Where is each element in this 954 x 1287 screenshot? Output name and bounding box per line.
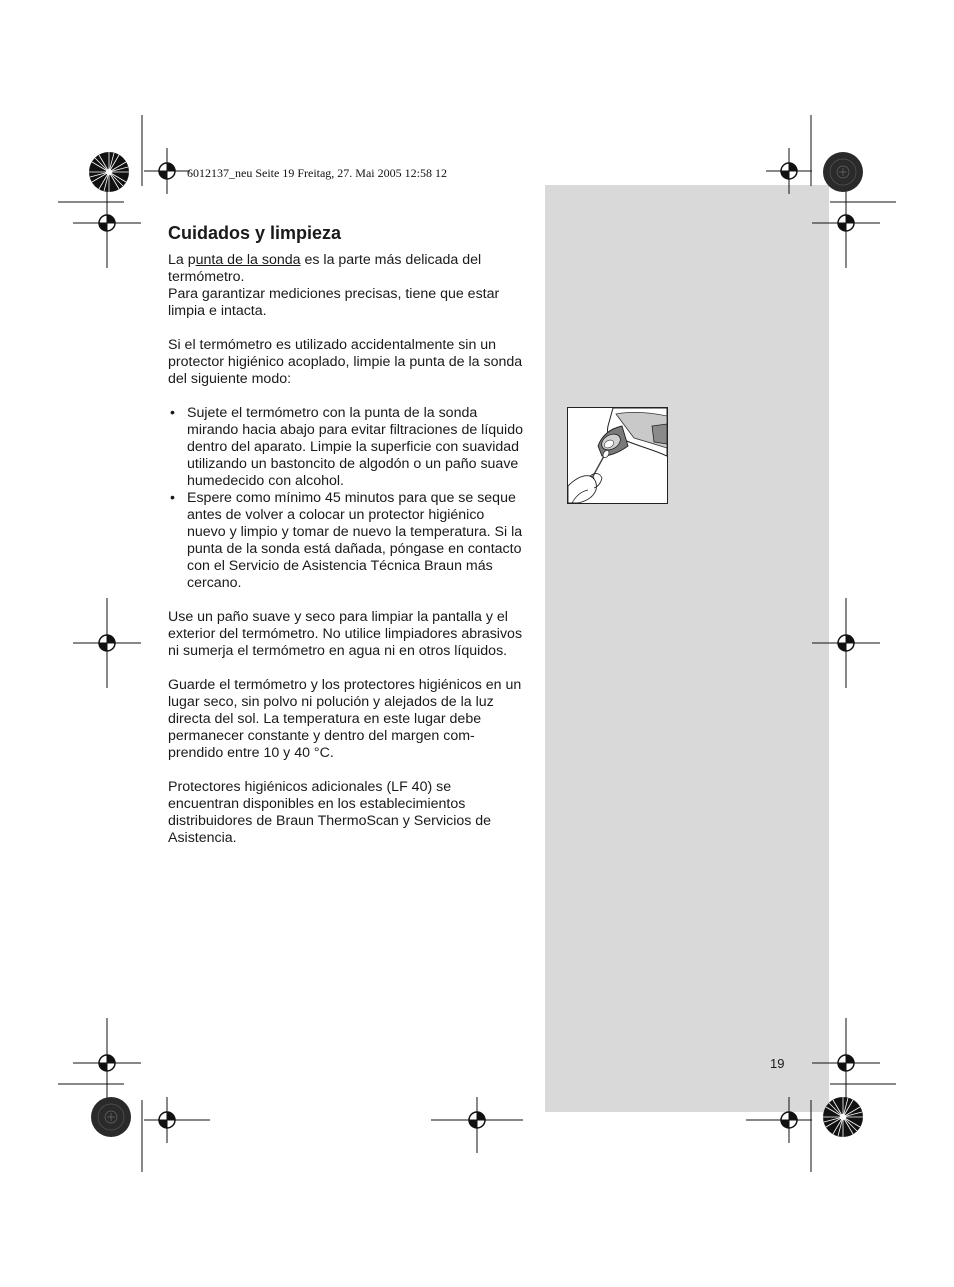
crosshair-registration-icon — [746, 1097, 812, 1143]
accident-paragraph: Si el termómetro es utilizado accidentalmente sin un protector higiénico acoplado, limpie la punta de la sonda del siguiente modo: — [168, 337, 523, 387]
color-wheel-icon — [88, 151, 130, 193]
dark-circle-mark-icon — [822, 151, 864, 193]
intro-line2: Para garantizar mediciones precisas, tiene que estar limpia e intacta. — [168, 286, 500, 319]
dark-circle-mark-icon — [90, 1096, 132, 1138]
intro-suffix: es la parte más delicada del termómetro. — [168, 252, 482, 285]
crosshair-registration-icon — [73, 1018, 141, 1108]
probe-tip-term: unta de la sonda — [195, 252, 301, 268]
color-wheel-icon — [822, 1096, 864, 1138]
screen-cleaning-paragraph: Use un paño suave y seco para limpiar la pantalla y el exterior del termómetro. No utilice limpiadores abrasivos ni sumerja el termómetro en agua ni en otros líquidos. — [168, 609, 523, 659]
crosshair-registration-icon — [812, 598, 880, 688]
list-item: • Espere como mínimo 45 minutos para que se seque antes de volver a colocar un protector higiénico nuevo y limpio y tomar de nuevo la temperatura. Si la punta de la sonda está dañada, póngase en contacto con el Servicio de Asistencia Técnica Braun más cercano. — [168, 490, 524, 592]
crosshair-registration-icon — [766, 148, 812, 194]
crosshair-registration-icon — [144, 148, 190, 194]
crosshair-registration-icon — [812, 1018, 880, 1108]
crosshair-registration-icon — [144, 1097, 210, 1143]
page-title: Cuidados y limpieza — [168, 223, 342, 243]
list-item: • Sujete el termómetro con la punta de la sonda mirando hacia abajo para evitar filtraciones de líquido dentro del aparato. Limpie la superficie con suavidad utilizando un bastoncito de algodón o un paño suave humedecido con alcohol. — [168, 405, 524, 490]
crosshair-registration-icon — [431, 1097, 523, 1153]
accessories-paragraph: Protectores higiénicos adicionales (LF 40) se encuentran disponibles en los establecimientos distribuidores de Braun ThermoScan y Servicios de Asistencia. — [168, 779, 492, 846]
storage-paragraph: Guarde el termómetro y los protectores higiénicos en un lugar seco, sin polvo ni polución y alejados de la luz directa del sol. La temperatura en este lugar debe permanecer constante y dentro del margen com-prendido entre 10 y 40 °C. — [168, 677, 522, 761]
page-number: 19 — [770, 1056, 785, 1071]
print-slug-line: 6012137_neu Seite 19 Freitag, 27. Mai 2005 12:58 12 — [187, 166, 447, 180]
intro-prefix: La p — [168, 252, 196, 268]
crosshair-registration-icon — [73, 598, 141, 688]
